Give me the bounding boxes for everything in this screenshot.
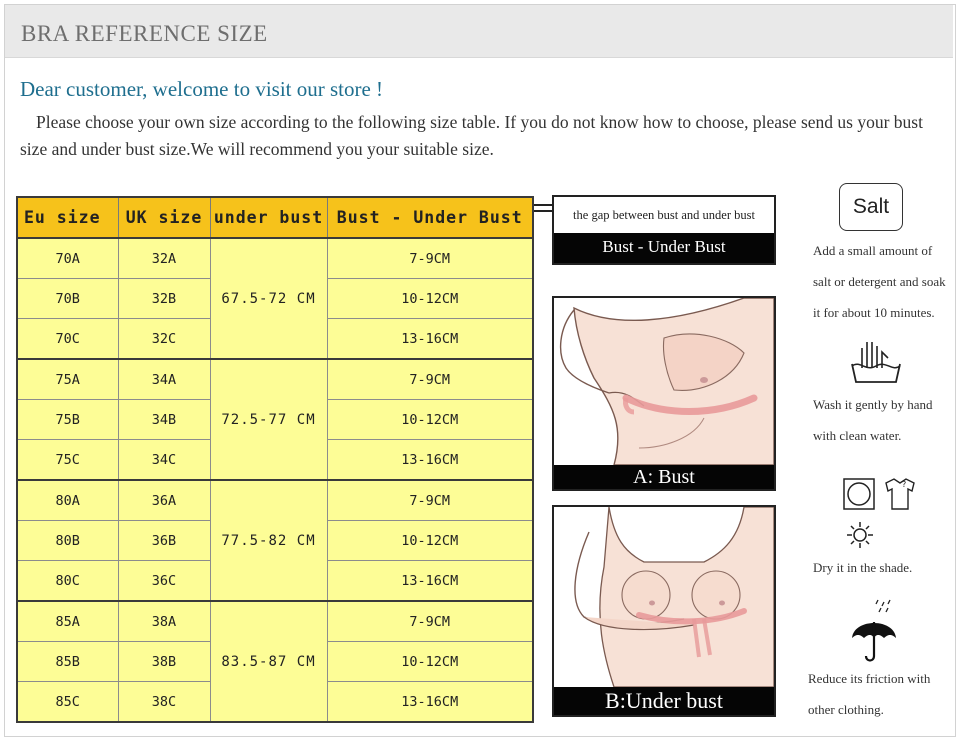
under-bust-cell: 83.5-87 CM	[210, 601, 327, 722]
table-header-row	[17, 197, 533, 238]
eu-size-cell: 70B	[17, 279, 118, 319]
column-header-uk: UK size	[118, 197, 210, 238]
eu-size-cell: 70C	[17, 319, 118, 360]
column-header-under-bust: under bust	[210, 197, 327, 238]
under-bust-label: B:Under bust	[554, 687, 774, 715]
under-bust-cell: 72.5-77 CM	[210, 359, 327, 480]
eu-size-cell: 80C	[17, 561, 118, 602]
difference-cell: 10-12CM	[327, 400, 533, 440]
gap-caption: the gap between bust and under bust	[573, 208, 755, 222]
under-bust-figure-drawing	[554, 507, 774, 687]
difference-cell: 7-9CM	[327, 238, 533, 279]
bust-figure-drawing	[554, 298, 774, 465]
uk-size-cell: 34C	[118, 440, 210, 481]
under-bust-cell: 67.5-72 CM	[210, 238, 327, 359]
uk-size-cell: 32A	[118, 238, 210, 279]
table-row	[17, 238, 533, 279]
uk-size-cell: 36A	[118, 480, 210, 521]
table-row	[17, 480, 533, 521]
connector-line	[534, 210, 554, 212]
eu-size-cell: 85A	[17, 601, 118, 642]
table-row	[17, 359, 533, 400]
difference-cell: 13-16CM	[327, 319, 533, 360]
uk-size-cell: 32C	[118, 319, 210, 360]
difference-cell: 7-9CM	[327, 359, 533, 400]
eu-size-cell: 75B	[17, 400, 118, 440]
uk-size-cell: 34B	[118, 400, 210, 440]
table-row	[17, 601, 533, 642]
column-header-eu: Eu size	[17, 197, 118, 238]
uk-size-cell: 36B	[118, 521, 210, 561]
gap-explanation-box	[552, 195, 776, 265]
intro-text: Please choose your own size according to the following size table. If you do not know how to choose, please send us your bust size and under bust size.We will recommend you your suitable size.	[20, 112, 923, 159]
difference-cell: 10-12CM	[327, 279, 533, 319]
under-bust-cell: 77.5-82 CM	[210, 480, 327, 601]
welcome-heading: Dear customer, welcome to visit our store !	[20, 77, 384, 101]
uk-size-cell: 34A	[118, 359, 210, 400]
friction-instruction: Reduce its friction with other clothing.	[808, 671, 931, 717]
difference-cell: 7-9CM	[327, 480, 533, 521]
page-title: BRA REFERENCE SIZE	[21, 21, 268, 46]
sun-icon	[845, 520, 875, 550]
salt-icon: Salt	[839, 183, 903, 231]
column-header-difference: Bust - Under Bust	[327, 197, 533, 238]
connector-line	[534, 204, 554, 206]
under-bust-measurement-illustration	[552, 505, 776, 717]
uk-size-cell: 38B	[118, 642, 210, 682]
eu-size-cell: 85C	[17, 682, 118, 723]
difference-cell: 7-9CM	[327, 601, 533, 642]
eu-size-cell: 70A	[17, 238, 118, 279]
eu-size-cell: 75A	[17, 359, 118, 400]
soak-instruction: Add a small amount of salt or detergent and soak it for about 10 minutes.	[813, 243, 946, 320]
gap-title: Bust - Under Bust	[554, 233, 774, 263]
eu-size-cell: 80B	[17, 521, 118, 561]
eu-size-cell: 80A	[17, 480, 118, 521]
header-bar	[5, 5, 953, 58]
difference-cell: 10-12CM	[327, 521, 533, 561]
eu-size-cell: 75C	[17, 440, 118, 481]
uk-size-cell: 36C	[118, 561, 210, 602]
hand-wash-icon	[848, 338, 904, 386]
dry-shade-icon	[842, 477, 922, 513]
umbrella-icon	[848, 598, 900, 664]
size-table	[16, 196, 534, 723]
difference-cell: 13-16CM	[327, 561, 533, 602]
uk-size-cell: 32B	[118, 279, 210, 319]
uk-size-cell: 38C	[118, 682, 210, 723]
bust-measurement-illustration	[552, 296, 776, 491]
svg-text:?: ?	[902, 480, 907, 489]
difference-cell: 13-16CM	[327, 440, 533, 481]
difference-cell: 10-12CM	[327, 642, 533, 682]
difference-cell: 13-16CM	[327, 682, 533, 723]
uk-size-cell: 38A	[118, 601, 210, 642]
bust-label: A: Bust	[554, 465, 774, 489]
wash-instruction: Wash it gently by hand with clean water.	[813, 397, 933, 443]
eu-size-cell: 85B	[17, 642, 118, 682]
dry-instruction: Dry it in the shade.	[813, 560, 913, 575]
